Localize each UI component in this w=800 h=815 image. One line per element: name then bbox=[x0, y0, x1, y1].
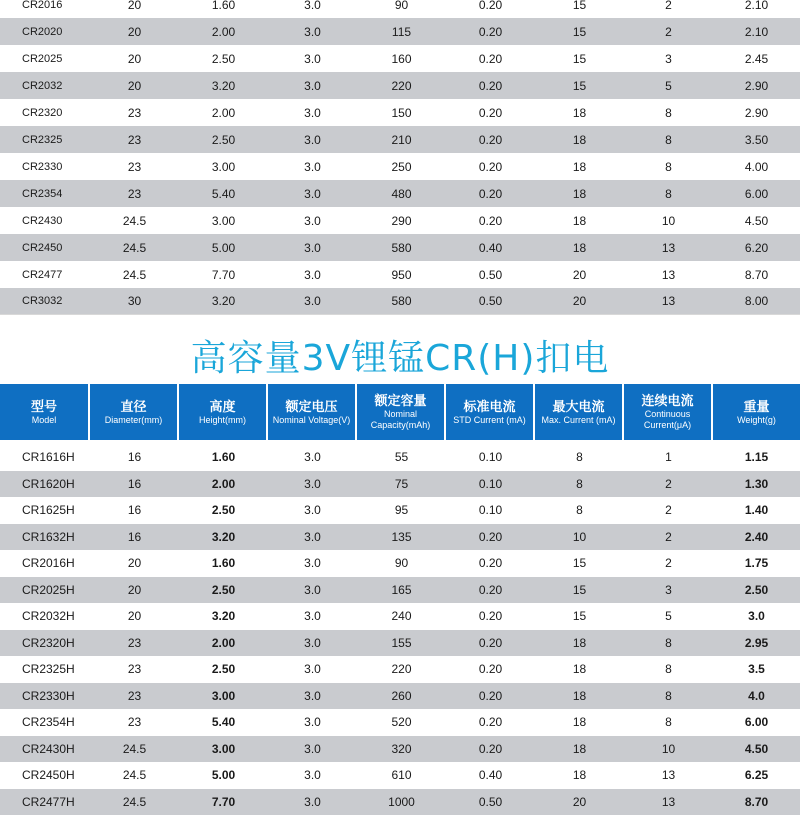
table-cell: 0.20 bbox=[446, 160, 535, 174]
header-max-current-en: Max. Current (mA) bbox=[541, 415, 615, 426]
table-cell: 2.10 bbox=[713, 25, 800, 39]
table-cell: 0.20 bbox=[446, 530, 535, 544]
header-capacity-zh: 额定容量 bbox=[374, 393, 426, 409]
table-cell: 0.20 bbox=[446, 0, 535, 12]
table-cell: 18 bbox=[535, 106, 624, 120]
table-cell: 24.5 bbox=[90, 241, 179, 255]
table-row bbox=[0, 524, 800, 551]
table-cell: 90 bbox=[357, 0, 446, 12]
header-model bbox=[0, 384, 88, 440]
table-cell: 8 bbox=[535, 503, 624, 517]
table-row bbox=[0, 72, 800, 99]
table-cell: 3.50 bbox=[713, 133, 800, 147]
table-row bbox=[0, 736, 800, 763]
header-continuous-current-en: Continuous Current(μA) bbox=[624, 409, 711, 431]
table-cell: 2.50 bbox=[179, 133, 268, 147]
header-voltage bbox=[268, 384, 355, 440]
table-row bbox=[0, 234, 800, 261]
table-cell: 2 bbox=[624, 556, 713, 570]
table-cell: 8.70 bbox=[713, 268, 800, 282]
table-cell: 3.0 bbox=[268, 187, 357, 201]
header-height bbox=[179, 384, 266, 440]
table-cell: 2.90 bbox=[713, 79, 800, 93]
header-weight-zh: 重量 bbox=[743, 399, 769, 415]
table-cell: 23 bbox=[90, 636, 179, 650]
table-cell: 0.20 bbox=[446, 106, 535, 120]
table-cell: 8 bbox=[624, 160, 713, 174]
table-cell: 3.0 bbox=[268, 160, 357, 174]
table-row bbox=[0, 709, 800, 736]
table-row bbox=[0, 99, 800, 126]
table-cell: 2.50 bbox=[179, 662, 268, 676]
table-cell: 950 bbox=[357, 268, 446, 282]
table-cell: 15 bbox=[535, 25, 624, 39]
table-cell: 13 bbox=[624, 768, 713, 782]
table-cell: 15 bbox=[535, 583, 624, 597]
table-cell: 0.40 bbox=[446, 241, 535, 255]
table-cell: CR2330H bbox=[0, 689, 90, 703]
table-cell: 0.20 bbox=[446, 742, 535, 756]
table-cell: 18 bbox=[535, 768, 624, 782]
table-cell: 1.75 bbox=[713, 556, 800, 570]
table-cell: 0.20 bbox=[446, 556, 535, 570]
table-cell: 1.60 bbox=[179, 450, 268, 464]
table-cell: 10 bbox=[624, 742, 713, 756]
table-cell: 2.00 bbox=[179, 106, 268, 120]
table-cell: 30 bbox=[90, 294, 179, 308]
table-cell: 3.0 bbox=[268, 609, 357, 623]
table-cell: 0.20 bbox=[446, 715, 535, 729]
table-cell: 3.0 bbox=[268, 636, 357, 650]
table-row bbox=[0, 683, 800, 710]
table-cell: 320 bbox=[357, 742, 446, 756]
table-cell: 23 bbox=[90, 715, 179, 729]
table-cell: CR2430H bbox=[0, 742, 90, 756]
table-row bbox=[0, 762, 800, 789]
table-row bbox=[0, 656, 800, 683]
table-cell: 1.60 bbox=[179, 556, 268, 570]
table-cell: 3.20 bbox=[179, 530, 268, 544]
table-cell: 24.5 bbox=[90, 795, 179, 809]
table-row bbox=[0, 153, 800, 180]
table-cell: 0.50 bbox=[446, 795, 535, 809]
table-cell: 8 bbox=[624, 689, 713, 703]
table-cell: 2 bbox=[624, 0, 713, 12]
table-cell: 2.50 bbox=[713, 583, 800, 597]
table-cell: 10 bbox=[535, 530, 624, 544]
table-cell: 580 bbox=[357, 241, 446, 255]
table-cell: 3.0 bbox=[268, 450, 357, 464]
table-row bbox=[0, 0, 800, 18]
table-cell: 150 bbox=[357, 106, 446, 120]
table-cell: 75 bbox=[357, 477, 446, 491]
table-cell: 135 bbox=[357, 530, 446, 544]
table-cell: 210 bbox=[357, 133, 446, 147]
table-cell: 3.0 bbox=[268, 268, 357, 282]
table-header bbox=[0, 384, 800, 440]
table-cell: 0.10 bbox=[446, 450, 535, 464]
table-cell: 95 bbox=[357, 503, 446, 517]
table-row bbox=[0, 45, 800, 72]
table-row bbox=[0, 261, 800, 288]
table-cell: CR1616H bbox=[0, 450, 90, 464]
header-diameter bbox=[90, 384, 177, 440]
table-cell: 3.0 bbox=[713, 609, 800, 623]
table-cell: 0.10 bbox=[446, 503, 535, 517]
table-cell: 23 bbox=[90, 187, 179, 201]
table-cell: 18 bbox=[535, 214, 624, 228]
table-cell: 2.50 bbox=[179, 52, 268, 66]
table-cell: 3.0 bbox=[268, 583, 357, 597]
table-row bbox=[0, 444, 800, 471]
table-cell: 8 bbox=[624, 715, 713, 729]
table-cell: 0.20 bbox=[446, 214, 535, 228]
table-cell: 3.0 bbox=[268, 503, 357, 517]
table-cell: 3.00 bbox=[179, 214, 268, 228]
table-cell: 20 bbox=[535, 294, 624, 308]
table-cell: 610 bbox=[357, 768, 446, 782]
table-cell: 3.20 bbox=[179, 609, 268, 623]
table-cell: 3.00 bbox=[179, 160, 268, 174]
table-cell: 3.0 bbox=[268, 241, 357, 255]
table-row bbox=[0, 180, 800, 207]
table-cell: 3.0 bbox=[268, 742, 357, 756]
table-cell: 8 bbox=[624, 636, 713, 650]
header-model-zh: 型号 bbox=[31, 399, 57, 415]
table-cell: 3.0 bbox=[268, 689, 357, 703]
table-cell: 20 bbox=[90, 25, 179, 39]
table-cell: 3.00 bbox=[179, 689, 268, 703]
table-cell: 3.0 bbox=[268, 715, 357, 729]
table-cell: 15 bbox=[535, 0, 624, 12]
header-height-zh: 高度 bbox=[209, 399, 235, 415]
table-cell: 10 bbox=[624, 214, 713, 228]
table-cell: CR2025 bbox=[0, 53, 90, 65]
table-cell: 0.20 bbox=[446, 187, 535, 201]
header-capacity bbox=[357, 384, 444, 440]
table-cell: 4.50 bbox=[713, 214, 800, 228]
table-cell: 0.20 bbox=[446, 52, 535, 66]
table-cell: 15 bbox=[535, 79, 624, 93]
table-cell: 4.0 bbox=[713, 689, 800, 703]
table-cell: CR2016 bbox=[0, 0, 90, 11]
table-cell: 5 bbox=[624, 609, 713, 623]
table-cell: 2.95 bbox=[713, 636, 800, 650]
table-cell: CR2430 bbox=[0, 215, 90, 227]
table-cell: 2.40 bbox=[713, 530, 800, 544]
table-cell: CR2016H bbox=[0, 556, 90, 570]
table-cell: 18 bbox=[535, 742, 624, 756]
table-cell: 0.50 bbox=[446, 294, 535, 308]
table-cell: 290 bbox=[357, 214, 446, 228]
header-voltage-zh: 额定电压 bbox=[285, 399, 337, 415]
table-cell: 2.00 bbox=[179, 477, 268, 491]
header-max-current bbox=[535, 384, 622, 440]
table-cell: CR2025H bbox=[0, 583, 90, 597]
table-cell: 16 bbox=[90, 450, 179, 464]
table-cell: 3.0 bbox=[268, 294, 357, 308]
table-cell: 160 bbox=[357, 52, 446, 66]
table-cell: 13 bbox=[624, 795, 713, 809]
table-cell: 3.0 bbox=[268, 795, 357, 809]
table-cell: 18 bbox=[535, 636, 624, 650]
header-std-current-zh: 标准电流 bbox=[463, 399, 515, 415]
table-cell: 3.00 bbox=[179, 742, 268, 756]
table-cell: CR2320H bbox=[0, 636, 90, 650]
table-cell: 8 bbox=[624, 133, 713, 147]
table-cell: 220 bbox=[357, 79, 446, 93]
table-cell: 0.20 bbox=[446, 583, 535, 597]
table-cell: CR2477H bbox=[0, 795, 90, 809]
table-cell: 18 bbox=[535, 160, 624, 174]
table-cell: 8 bbox=[624, 187, 713, 201]
table-cell: 8 bbox=[535, 450, 624, 464]
table-cell: 3.20 bbox=[179, 294, 268, 308]
header-height-en: Height(mm) bbox=[199, 415, 246, 426]
table-cell: 8 bbox=[624, 106, 713, 120]
table-cell: 16 bbox=[90, 530, 179, 544]
table-cell: 20 bbox=[90, 609, 179, 623]
table-cell: 5.00 bbox=[179, 241, 268, 255]
table-cell: CR2032H bbox=[0, 609, 90, 623]
table-cell: 250 bbox=[357, 160, 446, 174]
header-voltage-en: Nominal Voltage(V) bbox=[273, 415, 351, 426]
table-row bbox=[0, 550, 800, 577]
table-cell: CR2354 bbox=[0, 188, 90, 200]
table-cell: 3.0 bbox=[268, 0, 357, 12]
table-cell: 5 bbox=[624, 79, 713, 93]
table-row bbox=[0, 288, 800, 315]
table-cell: 18 bbox=[535, 187, 624, 201]
section-title: 高容量3V锂锰CR(H)扣电 bbox=[0, 330, 800, 381]
table-row bbox=[0, 207, 800, 234]
table-cell: 2 bbox=[624, 530, 713, 544]
table-cell: CR1625H bbox=[0, 503, 90, 517]
table-cell: 18 bbox=[535, 689, 624, 703]
table-cell: 13 bbox=[624, 268, 713, 282]
table-cell: 115 bbox=[357, 25, 446, 39]
table-cell: CR1620H bbox=[0, 477, 90, 491]
table-cell: 16 bbox=[90, 503, 179, 517]
table-cell: 23 bbox=[90, 662, 179, 676]
header-std-current bbox=[446, 384, 533, 440]
table-cell: 0.20 bbox=[446, 79, 535, 93]
table-cell: 20 bbox=[90, 556, 179, 570]
table-cell: 3.0 bbox=[268, 25, 357, 39]
table-cell: 2.50 bbox=[179, 583, 268, 597]
table-cell: 0.10 bbox=[446, 477, 535, 491]
table-cell: 15 bbox=[535, 52, 624, 66]
table-cell: 0.20 bbox=[446, 662, 535, 676]
table-cell: 23 bbox=[90, 160, 179, 174]
table-cell: 3.5 bbox=[713, 662, 800, 676]
table-cell: 1.15 bbox=[713, 450, 800, 464]
table-cell: CR2477 bbox=[0, 269, 90, 281]
table-cell: 165 bbox=[357, 583, 446, 597]
table-cell: CR2354H bbox=[0, 715, 90, 729]
table-cell: CR2450H bbox=[0, 768, 90, 782]
table-cell: 2 bbox=[624, 503, 713, 517]
table-cell: 2.10 bbox=[713, 0, 800, 12]
table-cell: 23 bbox=[90, 106, 179, 120]
header-max-current-zh: 最大电流 bbox=[552, 399, 604, 415]
table-cell: 520 bbox=[357, 715, 446, 729]
table-cell: 7.70 bbox=[179, 795, 268, 809]
table-cell: 480 bbox=[357, 187, 446, 201]
table-cell: 240 bbox=[357, 609, 446, 623]
table-cell: 0.20 bbox=[446, 689, 535, 703]
table-row bbox=[0, 789, 800, 815]
table-cell: 1000 bbox=[357, 795, 446, 809]
header-model-en: Model bbox=[32, 415, 57, 426]
table-cell: 2 bbox=[624, 477, 713, 491]
table-cell: 220 bbox=[357, 662, 446, 676]
table-cell: 6.20 bbox=[713, 241, 800, 255]
table-cell: 55 bbox=[357, 450, 446, 464]
header-continuous-current-zh: 连续电流 bbox=[641, 393, 693, 409]
table-cell: CR2325 bbox=[0, 134, 90, 146]
table-cell: 15 bbox=[535, 609, 624, 623]
table-cell: 90 bbox=[357, 556, 446, 570]
header-diameter-en: Diameter(mm) bbox=[105, 415, 163, 426]
table-cell: 8 bbox=[624, 662, 713, 676]
table-cell: 260 bbox=[357, 689, 446, 703]
table-cell: 3.0 bbox=[268, 79, 357, 93]
table-cell: CR2325H bbox=[0, 662, 90, 676]
table-cell: 3.0 bbox=[268, 662, 357, 676]
table-cell: 3 bbox=[624, 52, 713, 66]
table-cell: 580 bbox=[357, 294, 446, 308]
header-weight bbox=[713, 384, 800, 440]
table-cell: 24.5 bbox=[90, 214, 179, 228]
table-cell: 4.00 bbox=[713, 160, 800, 174]
table-cell: 3.0 bbox=[268, 214, 357, 228]
table-cell: 23 bbox=[90, 133, 179, 147]
table-cell: 2.45 bbox=[713, 52, 800, 66]
header-continuous-current bbox=[624, 384, 711, 440]
table-cell: 1 bbox=[624, 450, 713, 464]
table-cell: 3.0 bbox=[268, 106, 357, 120]
table-cell: CR3032 bbox=[0, 295, 90, 307]
table-cell: 8 bbox=[535, 477, 624, 491]
bottom-spec-table bbox=[0, 444, 800, 815]
table-cell: 3.0 bbox=[268, 133, 357, 147]
table-cell: 155 bbox=[357, 636, 446, 650]
table-cell: 20 bbox=[90, 0, 179, 12]
table-cell: 13 bbox=[624, 241, 713, 255]
table-cell: 3.0 bbox=[268, 556, 357, 570]
header-std-current-en: STD Current (mA) bbox=[453, 415, 526, 426]
table-row bbox=[0, 471, 800, 498]
table-cell: 6.00 bbox=[713, 187, 800, 201]
table-row bbox=[0, 126, 800, 153]
table-cell: 1.30 bbox=[713, 477, 800, 491]
table-cell: 2.00 bbox=[179, 25, 268, 39]
table-row bbox=[0, 577, 800, 604]
table-cell: 1.40 bbox=[713, 503, 800, 517]
header-weight-en: Weight(g) bbox=[737, 415, 776, 426]
table-cell: 0.20 bbox=[446, 609, 535, 623]
table-cell: 2.00 bbox=[179, 636, 268, 650]
table-cell: 0.20 bbox=[446, 25, 535, 39]
table-cell: CR2020 bbox=[0, 26, 90, 38]
table-cell: CR2450 bbox=[0, 242, 90, 254]
table-cell: 5.00 bbox=[179, 768, 268, 782]
table-cell: 0.20 bbox=[446, 636, 535, 650]
table-cell: 20 bbox=[90, 79, 179, 93]
table-row bbox=[0, 497, 800, 524]
table-cell: 3.0 bbox=[268, 52, 357, 66]
table-cell: 4.50 bbox=[713, 742, 800, 756]
table-cell: CR2320 bbox=[0, 107, 90, 119]
table-row bbox=[0, 603, 800, 630]
table-cell: 18 bbox=[535, 241, 624, 255]
table-row bbox=[0, 18, 800, 45]
table-cell: 3 bbox=[624, 583, 713, 597]
table-cell: 24.5 bbox=[90, 268, 179, 282]
table-cell: 18 bbox=[535, 715, 624, 729]
table-cell: 20 bbox=[90, 52, 179, 66]
table-cell: 6.00 bbox=[713, 715, 800, 729]
table-cell: 3.0 bbox=[268, 768, 357, 782]
table-cell: 20 bbox=[535, 795, 624, 809]
table-cell: 24.5 bbox=[90, 742, 179, 756]
table-cell: CR2032 bbox=[0, 80, 90, 92]
table-cell: 23 bbox=[90, 689, 179, 703]
table-cell: 8.70 bbox=[713, 795, 800, 809]
table-cell: 2.90 bbox=[713, 106, 800, 120]
table-cell: 18 bbox=[535, 662, 624, 676]
top-spec-table bbox=[0, 0, 800, 315]
table-cell: 8.00 bbox=[713, 294, 800, 308]
table-cell: 0.20 bbox=[446, 133, 535, 147]
table-cell: 16 bbox=[90, 477, 179, 491]
table-cell: 6.25 bbox=[713, 768, 800, 782]
table-cell: 20 bbox=[90, 583, 179, 597]
table-cell: 13 bbox=[624, 294, 713, 308]
table-cell: 0.40 bbox=[446, 768, 535, 782]
header-diameter-zh: 直径 bbox=[120, 399, 146, 415]
table-cell: 3.20 bbox=[179, 79, 268, 93]
header-capacity-en: Nominal Capacity(mAh) bbox=[357, 409, 444, 431]
table-cell: 5.40 bbox=[179, 187, 268, 201]
table-cell: 2 bbox=[624, 25, 713, 39]
table-cell: 20 bbox=[535, 268, 624, 282]
table-cell: 15 bbox=[535, 556, 624, 570]
table-row bbox=[0, 630, 800, 657]
table-cell: 3.0 bbox=[268, 477, 357, 491]
table-cell: 3.0 bbox=[268, 530, 357, 544]
table-cell: CR2330 bbox=[0, 161, 90, 173]
table-cell: 18 bbox=[535, 133, 624, 147]
table-cell: 7.70 bbox=[179, 268, 268, 282]
table-cell: 24.5 bbox=[90, 768, 179, 782]
table-cell: CR1632H bbox=[0, 530, 90, 544]
table-cell: 2.50 bbox=[179, 503, 268, 517]
table-cell: 5.40 bbox=[179, 715, 268, 729]
table-cell: 1.60 bbox=[179, 0, 268, 12]
table-cell: 0.50 bbox=[446, 268, 535, 282]
